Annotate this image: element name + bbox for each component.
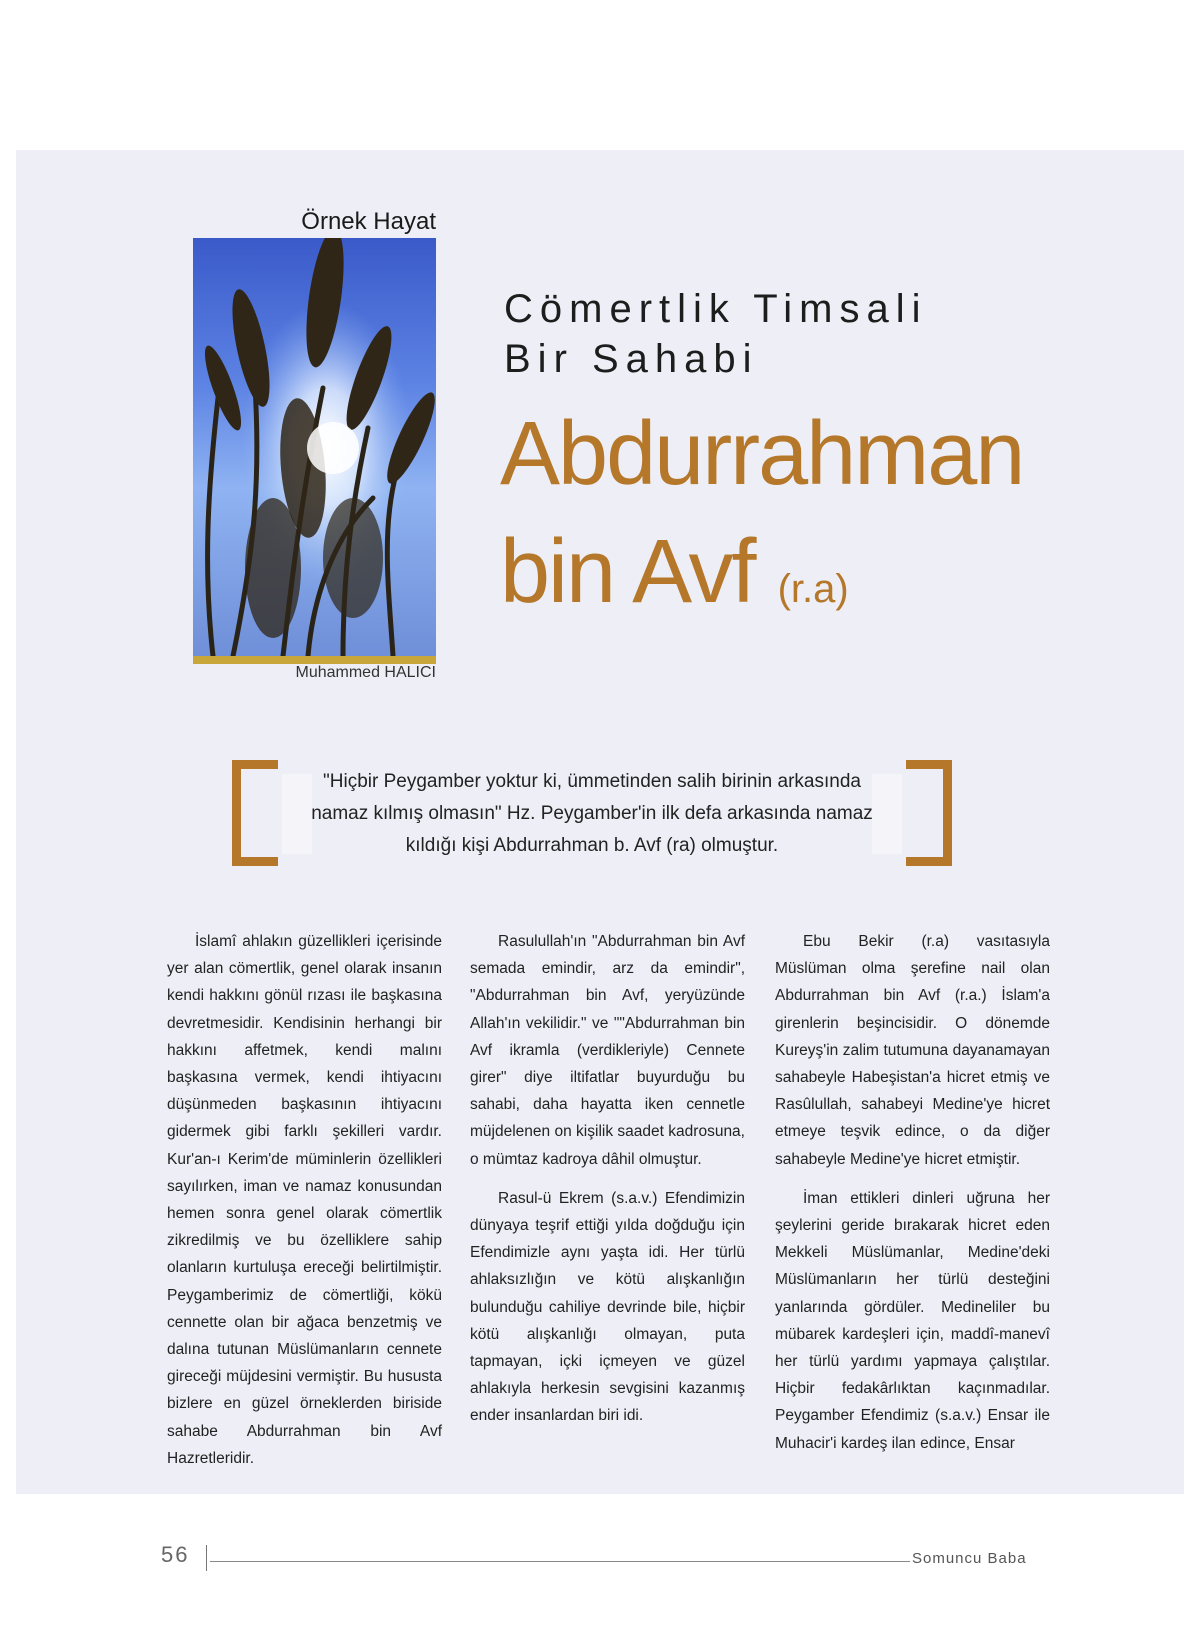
column-3-paragraph-1: Ebu Bekir (r.a) vasıtasıyla Müslüman olma şerefine nail olan Abdurrahman bin Avf (r.a.) İslam'a girenlerin beşincisidir. O dönemde Kureyş'in zalim tutumuna dayanamayan sahabeyle Habeşistan'a hicret etmiş ve Rasûlullah, sahabeyi Medine'ye hicret etmeye teşvik edince, o da diğer sahabeyle Medine'ye hicret etmiştir. <box>775 933 1050 1168</box>
title-kicker-line-2: Bir Sahabi <box>504 337 759 381</box>
magazine-name: Somuncu Baba <box>912 1550 1027 1567</box>
pull-quote-text: "Hiçbir Peygamber yoktur ki, ümmetinden salih birinin arkasında namaz kılmış olmasın" Hz. Peygamber'in ilk defa arkasında namaz kıldığı kişi Abdurrahman b. Avf (ra) olmuştur. <box>311 771 873 856</box>
author-name: Muhammed HALICI <box>295 664 436 681</box>
title-kicker-line-1: Cömertlik Timsali <box>504 287 928 331</box>
footer-rule <box>210 1561 910 1562</box>
article-column-2 <box>470 928 745 1442</box>
title-kicker <box>504 284 927 384</box>
headline-name-2: bin Avf <box>500 522 755 622</box>
article-headline <box>500 395 1023 648</box>
article-column-1 <box>167 928 442 1484</box>
column-2-paragraph-2: Rasul-ü Ekrem (s.a.v.) Efendimizin dünyaya teşrif ettiği yılda doğduğu için Efendimizle aynı yaşta idi. Her türlü ahlaksızlığın ve kötü alışkanlığın bulunduğu cahiliye devrinde bile, hiçbir kötü alışkanlığı olmayan, puta tapmayan, içki içmeyen ve güzel ahlakıyla herkesin sevgisini kazanmış ender insanlardan biri idi. <box>470 1189 745 1425</box>
wheat-photo <box>193 238 436 656</box>
left-bracket-icon <box>232 760 278 866</box>
right-bracket-icon <box>906 760 952 866</box>
headline-line-2 <box>500 513 1023 648</box>
article-column-3 <box>775 928 1050 1469</box>
pull-quote <box>232 760 952 872</box>
page-number: 56 <box>161 1542 190 1567</box>
column-2-paragraph-1: Rasulullah'ın "Abdurrahman bin Avf semada emindir, arz da emindir", "Abdurrahman bin Avf, yeryüzünde Allah'ın vekilidir." ve ""Abdurrahman bin Avf ikramla (verdikleriyle) Cennete girer" diye iltifatlar buyurduğu bu sahabi, daha hayatta iken cennetle müjdelenen on kişilik saadet kadrosuna, o mümtaz kadroya dâhil olmuştur. <box>470 933 745 1168</box>
footer-divider-tick <box>206 1545 207 1571</box>
column-1-paragraph-1: İslamî ahlakın güzellikleri içerisinde yer alan cömertlik, genel olarak insanın kendi hakkını gönül rızası ile başkasına devretmesidir. Kendisinin herhangi bir hakkını affetmek, kendi malını başkasına vermek, kendi ihtiyacını düşünmeden başkasının ihtiyacını gidermek gibi farklı şekilleri vardır. Kur'an-ı Kerim'de müminlerin özellikleri sayılırken, iman ve namaz konusundan hemen sonra genel olarak cömertlik zikredilmiş ve bu özelliklere sahip olanların kurtuluşa ereceği belirtilmiştir. Peygamberimiz de cömertliği, kökü cennette olan bir ağaca benzetmiş ve dalına tutunan Müslümanların cennete gireceği müjdesini vermiştir. Bu hususta bizlere en güzel örneklerden biriside sahabe Abdurrahman bin Avf Hazretleridir. <box>167 933 442 1467</box>
wheat-photo-illustration <box>193 238 436 656</box>
column-3-paragraph-2: İman ettikleri dinleri uğruna her şeylerini geride bırakarak hicret eden Mekkeli Müslümanlar, Medine'deki Müslümanların her türlü desteğini yanlarında gördüler. Medineliler bu mübarek kardeşleri için, maddî-manevî her türlü yardımı yapmaya çalıştılar. Hiçbir fedakârlıktan kaçınmadılar. Peygamber Efendimiz (s.a.v.) Ensar ile Muhacir'i kardeş ilan edince, Ensar <box>775 1189 1050 1452</box>
section-label: Örnek Hayat <box>301 208 436 235</box>
photo-caption-bar <box>193 656 436 664</box>
honorific: (r.a) <box>777 567 849 611</box>
headline-line-1: Abdurrahman <box>500 404 1024 504</box>
